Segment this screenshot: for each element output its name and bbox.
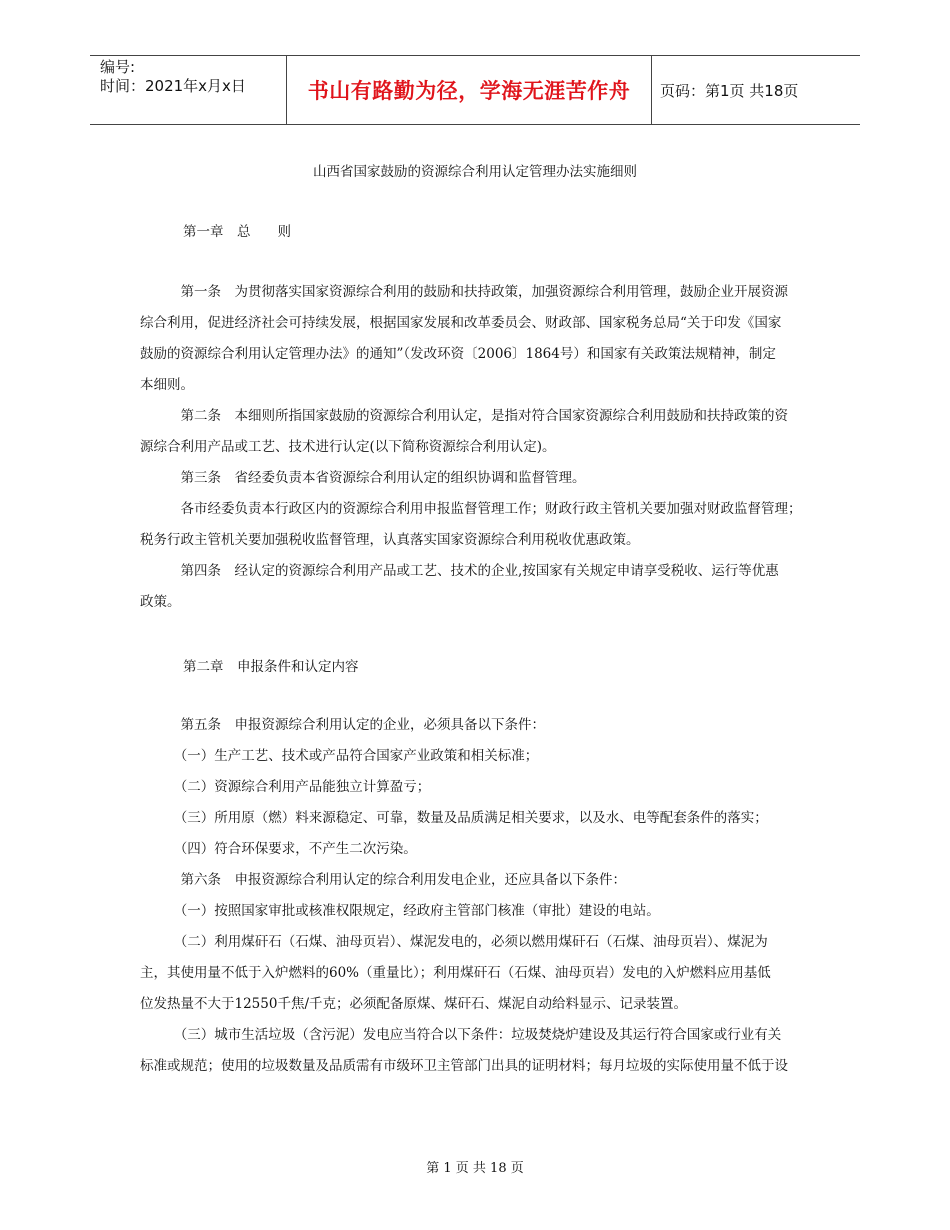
article-3-line: 税务行政主管机关要加强税收监督管理，认真落实国家资源综合利用税收优惠政策。 xyxy=(140,532,640,548)
article-5-6 xyxy=(140,710,820,1082)
article-2-line: 第二条 本细则所指国家鼓励的资源综合利用认定，是指对符合国家资源综合利用鼓励和扶持政策的资 xyxy=(140,408,788,424)
article-1-line: 鼓励的资源综合利用认定管理办法》的通知”（发改环资〔2006〕1864号）和国家有关政策法规精神，制定 xyxy=(140,346,776,362)
article-line: 第五条 申报资源综合利用认定的企业，必须具备以下条件： xyxy=(140,717,545,733)
article-4 xyxy=(140,556,820,618)
article-line: 主，其使用量不低于入炉燃料的60%（重量比）；利用煤矸石（石煤、油母页岩）发电的入炉燃料应用基低 xyxy=(140,965,771,981)
article-4-line: 第四条 经认定的资源综合利用产品或工艺、技术的企业,按国家有关规定申请享受税收、运行等优惠 xyxy=(140,563,779,579)
article-line: （三）所用原（燃）料来源稳定、可靠，数量及品质满足相关要求，以及水、电等配套条件的落实； xyxy=(140,810,768,826)
page-footer: 第 1 页 共 18 页 xyxy=(426,1161,524,1176)
article-3-line: 第三条 省经委负责本省资源综合利用认定的组织协调和监督管理。 xyxy=(140,470,586,486)
article-1-line: 综合利用，促进经济社会可持续发展，根据国家发展和改革委员会、财政部、国家税务总局“关于印发《国家 xyxy=(140,315,782,331)
chapter-heading-1: 第一章 总 则 xyxy=(183,224,291,240)
article-3 xyxy=(140,463,820,556)
article-line: （二）利用煤矸石（石煤、油母页岩）、煤泥发电的，必须以燃用煤矸石（石煤、油母页岩）、煤泥为 xyxy=(140,934,768,950)
article-line: （四）符合环保要求，不产生二次污染。 xyxy=(140,841,417,857)
header-meta xyxy=(100,58,290,96)
article-1-line: 本细则。 xyxy=(140,377,194,393)
document-number-label: 编号: xyxy=(100,58,136,76)
article-line: （三）城市生活垃圾（含污泥）发电应当符合以下条件：垃圾焚烧炉建设及其运行符合国家或行业有关 xyxy=(140,1027,782,1043)
header-page-info: 页码：第1页 共18页 xyxy=(660,81,799,100)
article-1 xyxy=(140,277,820,401)
chapter-heading-2: 第二章 申报条件和认定内容 xyxy=(183,659,359,675)
article-line: 第六条 申报资源综合利用认定的综合利用发电企业，还应具备以下条件： xyxy=(140,872,626,888)
document-time-label: 时间：2021年x月x日 xyxy=(100,77,246,95)
article-line: （二）资源综合利用产品能独立计算盈亏； xyxy=(140,779,431,795)
article-4-line: 政策。 xyxy=(140,594,181,610)
article-line: 位发热量不大于12550千焦/千克；必须配备原煤、煤矸石、煤泥自动给料显示、记录装置。 xyxy=(140,996,687,1012)
page-header xyxy=(90,55,860,125)
article-3-line: 各市经委负责本行政区内的资源综合利用申报监督管理工作；财政行政主管机关要加强对财政监督管理； xyxy=(140,501,802,517)
article-line: （一）生产工艺、技术或产品符合国家产业政策和相关标准； xyxy=(140,748,539,764)
header-motto: 书山有路勤为径，学海无涯苦作舟 xyxy=(286,56,652,124)
document-title: 山西省国家鼓励的资源综合利用认定管理办法实施细则 xyxy=(313,164,637,180)
article-2-line: 源综合利用产品或工艺、技术进行认定(以下简称资源综合利用认定)。 xyxy=(140,439,556,455)
article-1-line: 第一条 为贯彻落实国家资源综合利用的鼓励和扶持政策，加强资源综合利用管理，鼓励企业开展资源 xyxy=(140,284,788,300)
article-2 xyxy=(140,401,820,463)
article-line: 标准或规范；使用的垃圾数量及品质需有市级环卫主管部门出具的证明材料；每月垃圾的实际使用量不低于设 xyxy=(140,1058,788,1074)
article-line: （一）按照国家审批或核准权限规定，经政府主管部门核准（审批）建设的电站。 xyxy=(140,903,660,919)
